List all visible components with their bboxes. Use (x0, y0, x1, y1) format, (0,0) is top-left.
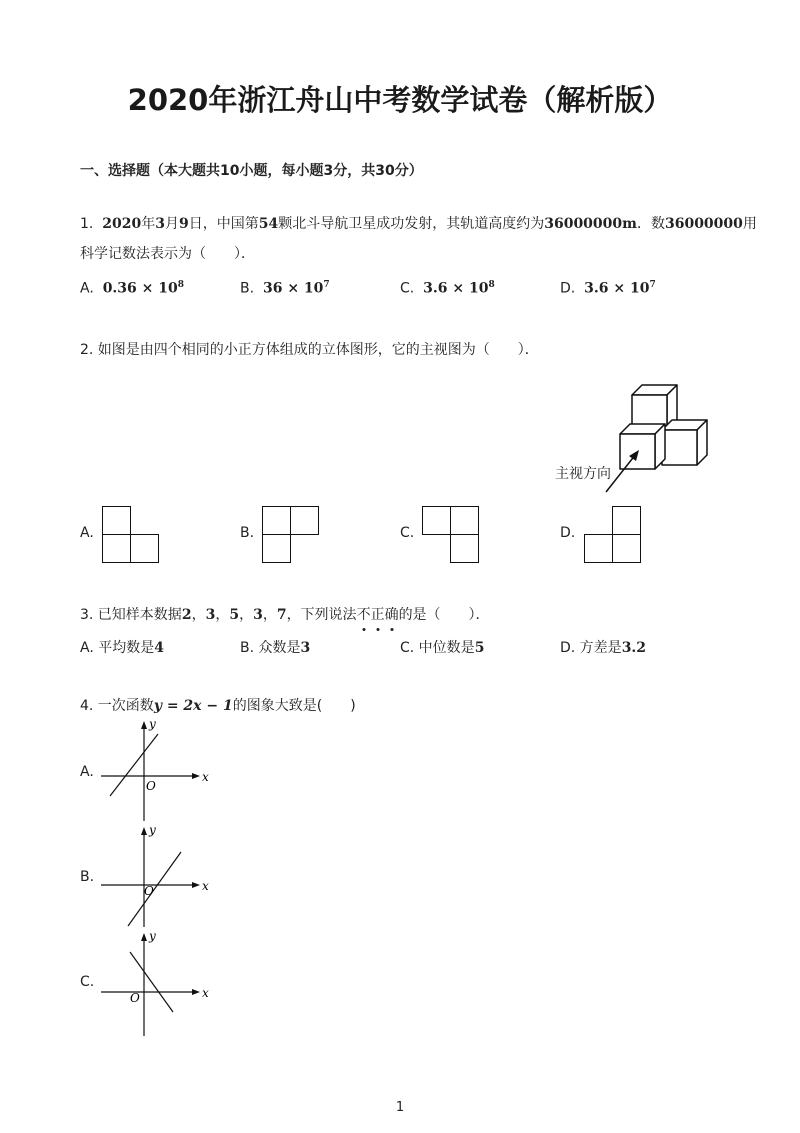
q1-option-a[interactable]: A. $0.36 \times 10^8$ (80, 280, 185, 297)
svg-text:x: x (202, 770, 209, 784)
view-direction-label: 主视方向 (555, 466, 611, 482)
svg-text:y: y (149, 717, 156, 731)
q4-option-b-graph[interactable] (96, 822, 216, 932)
x-axis-arrow-icon (192, 989, 200, 995)
x-axis-arrow-icon (192, 882, 200, 888)
svg-text:O: O (146, 779, 156, 793)
q3-option-b[interactable]: B. 众数是3 (240, 640, 311, 656)
svg-text:O: O (144, 884, 154, 898)
q2-option-b-label[interactable]: B. (240, 525, 255, 541)
q4-option-c-label[interactable]: C. (80, 974, 95, 990)
q4-option-c-graph[interactable] (96, 928, 216, 1038)
q1-option-c[interactable]: C. $3.6 \times 10^8$ (400, 280, 495, 297)
q1-option-b[interactable]: B. $36 \times 10^7$ (240, 280, 330, 297)
q3-option-d[interactable]: D. 方差是3.2 (560, 640, 647, 656)
q2-option-a-figure[interactable] (102, 506, 160, 564)
emphasis-char: 不 (357, 607, 371, 623)
svg-text:y: y (149, 929, 156, 943)
q2-option-c-label[interactable]: C. (400, 525, 415, 541)
x-axis-arrow-icon (192, 773, 200, 779)
y-axis-arrow-icon (141, 721, 147, 729)
cube-front-face (662, 430, 697, 465)
question-3-text: 3. 已知样本数据2，3，5，3，7，下列说法不 正 确 的是（ ）． (80, 605, 490, 625)
function-line (128, 852, 181, 926)
y-axis-arrow-icon (141, 827, 147, 835)
q1-option-d[interactable]: D. $3.6 \times 10^7$ (560, 280, 656, 297)
question-number: 1. (80, 216, 94, 232)
svg-text:x: x (202, 879, 209, 893)
q4-option-a-label[interactable]: A. (80, 764, 94, 780)
q4-option-a-graph[interactable] (96, 716, 216, 826)
q2-option-d-figure[interactable] (584, 506, 642, 564)
emphasis-char: 确 (385, 607, 399, 623)
linear-function-formula: y = 2x − 1 (153, 698, 233, 714)
section-heading: 一、选择题（本大题共10小题，每小题3分，共30分） (80, 163, 423, 179)
svg-text:x: x (202, 986, 209, 1000)
q3-option-a[interactable]: A. 平均数是4 (80, 640, 164, 656)
question-2-text: 2. 如图是由四个相同的小正方体组成的立体图形，它的主视图为（ ）． (80, 342, 539, 358)
svg-text:O: O (130, 991, 140, 1005)
q2-option-d-label[interactable]: D. (560, 525, 576, 541)
question-1-line-1: 1. 2020年3月9日，中国第54颗北斗导航卫星成功发射，其轨道高度约为36000000m．数36000000用 (80, 216, 757, 232)
q4-option-b-label[interactable]: B. (80, 869, 95, 885)
q2-option-c-figure[interactable] (422, 506, 480, 564)
question-1-line-2: 科学记数法表示为（ ）． (80, 246, 255, 262)
emphasis-char: 正 (371, 607, 385, 623)
q3-option-c[interactable]: C. 中位数是5 (400, 640, 485, 656)
svg-text:y: y (149, 823, 156, 837)
q2-option-a-label[interactable]: A. (80, 525, 94, 541)
question-4-text: 4. 一次函数y = 2x − 1的图象大致是( ) (80, 698, 356, 714)
page-title: 2020年浙江舟山中考数学试卷（解析版） (127, 83, 673, 117)
q2-option-b-figure[interactable] (262, 506, 320, 564)
y-axis-arrow-icon (141, 933, 147, 941)
page-number: 1 (395, 1100, 405, 1115)
